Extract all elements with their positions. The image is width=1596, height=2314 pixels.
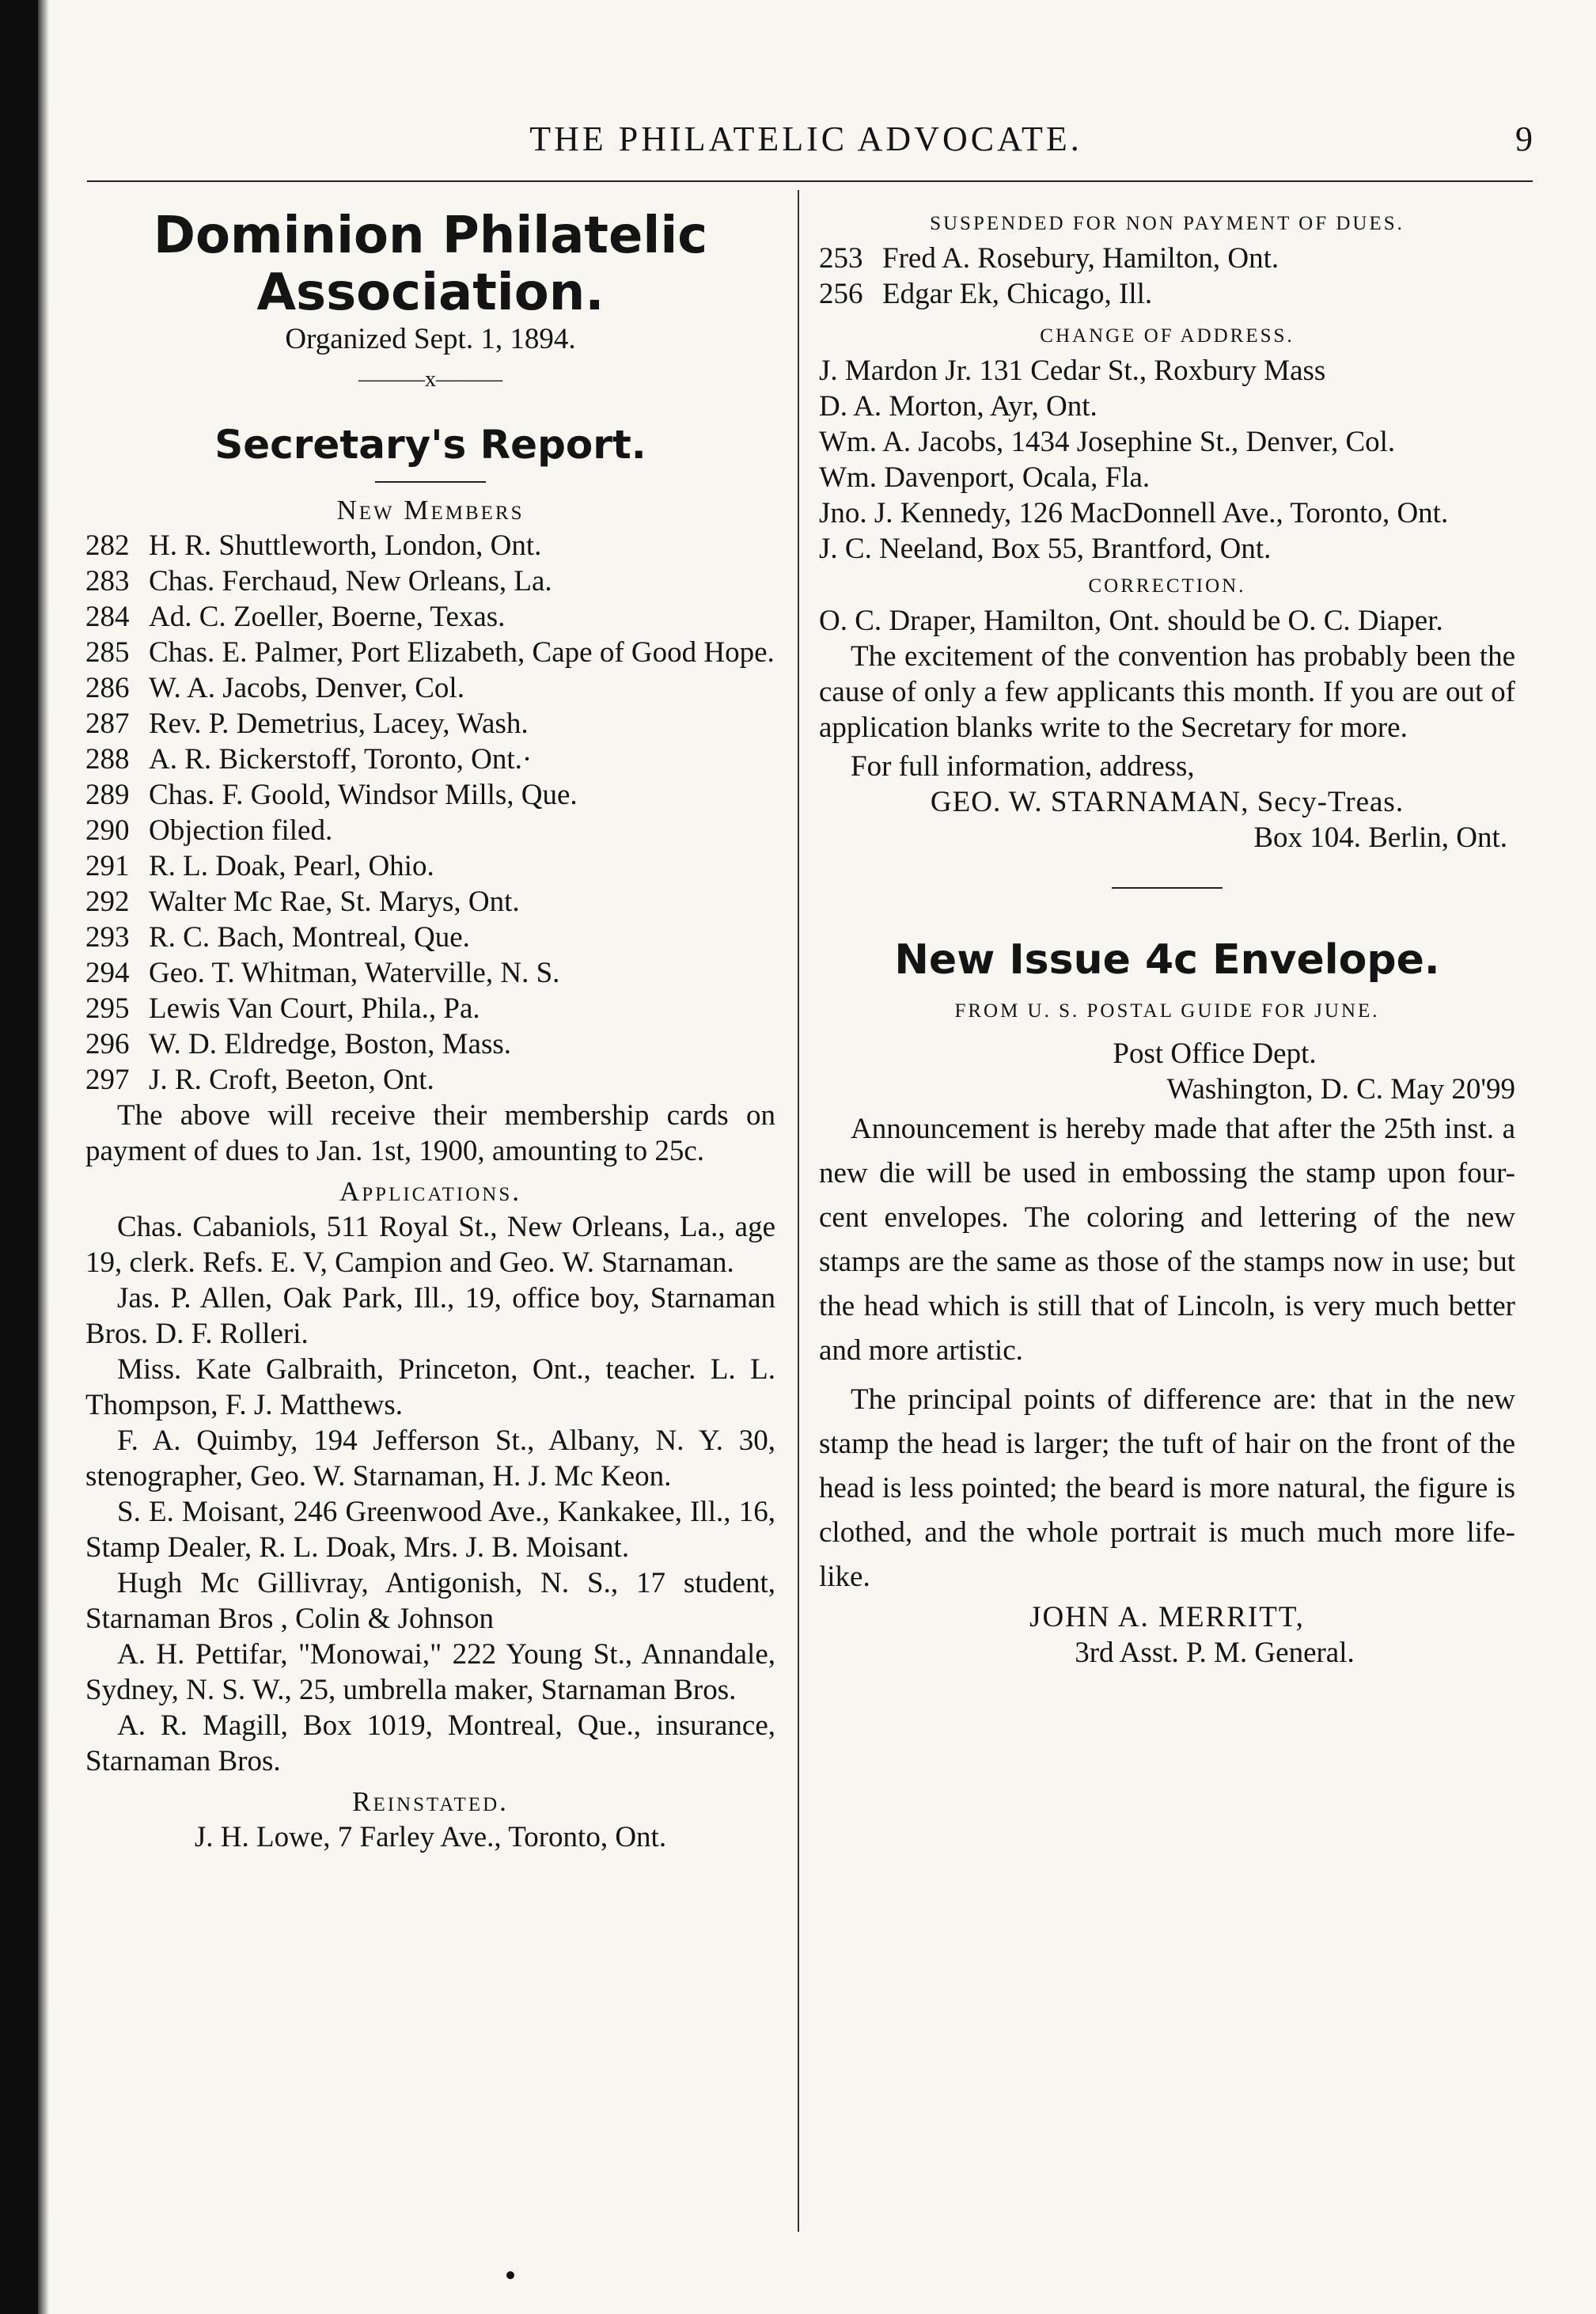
association-title-line1: Dominion Philatelic <box>153 207 708 265</box>
member-number: 296 <box>85 1028 130 1060</box>
member-number: 282 <box>85 529 130 562</box>
applications-heading: Applications. <box>339 1176 521 1207</box>
member-entry: Objection filed. <box>149 814 333 847</box>
member-number: 288 <box>85 743 130 776</box>
reinstated-heading: Reinstated. <box>352 1786 509 1817</box>
address-change-entry: Wm. Davenport, Ocala, Fla. <box>819 461 1151 494</box>
member-entry: Chas. Ferchaud, New Orleans, La. <box>149 565 552 597</box>
list-item <box>819 241 1515 276</box>
application-entry: A. R. Magill, Box 1019, Montreal, Que., insurance, Starnaman Bros. <box>85 1709 775 1777</box>
address-change-entry: D. A. Morton, Ayr, Ont. <box>819 390 1097 423</box>
announcement-paragraph-2: The principal points of difference are: that in the new stamp the head is larger; the tuft of hair on the front of the head is less pointed; the beard is more natural, the figure is clothed, and the whole portrait is much much more life-like. <box>819 1383 1515 1593</box>
list-item <box>85 599 775 635</box>
application-entry: Jas. P. Allen, Oak Park, Ill., 19, office boy, Starnaman Bros. D. F. Rolleri. <box>85 1282 775 1350</box>
correction-entry: O. C. Draper, Hamilton, Ont. should be O. C. Diaper. <box>819 605 1443 637</box>
member-entry: W. D. Eldredge, Boston, Mass. <box>149 1028 512 1060</box>
report-title: Secretary's Report. <box>214 422 646 468</box>
member-number: 256 <box>819 278 863 310</box>
member-entry: A. R. Bickerstoff, Toronto, Ont.· <box>149 743 533 776</box>
member-entry: Rev. P. Demetrius, Lacey, Wash. <box>149 707 529 740</box>
member-number: 285 <box>85 636 130 669</box>
list-item <box>85 920 775 955</box>
postal-guide-source: FROM U. S. POSTAL GUIDE FOR JUNE. <box>954 1000 1380 1022</box>
list-item <box>85 563 775 599</box>
list-item <box>85 1026 775 1062</box>
list-item <box>85 635 775 670</box>
signer-title: 3rd Asst. P. M. General. <box>1075 1637 1355 1669</box>
address-change-entry: J. C. Neeland, Box 55, Brantford, Ont. <box>819 533 1272 565</box>
member-number: 287 <box>85 707 130 740</box>
address-change-entry: Wm. A. Jacobs, 1434 Josephine St., Denver, Col. <box>819 426 1396 458</box>
list-item <box>85 848 775 884</box>
running-title: THE PHILATELIC ADVOCATE. <box>529 119 1082 158</box>
full-information-line: For full information, address, <box>851 750 1195 783</box>
envelope-title: New Issue 4c Envelope. <box>894 936 1440 984</box>
member-entry: R. C. Bach, Montreal, Que. <box>149 921 470 954</box>
member-entry: Chas. E. Palmer, Port Elizabeth, Cape of Good Hope. <box>149 636 775 669</box>
suspended-heading: SUSPENDED FOR NON PAYMENT OF DUES. <box>930 213 1405 234</box>
page-number: 9 <box>1515 119 1533 158</box>
list-item <box>85 1062 775 1098</box>
secretary-signature: GEO. W. STARNAMAN, Secy-Treas. <box>930 786 1405 818</box>
bottom-ink-dot <box>506 2271 514 2279</box>
list-item <box>819 276 1515 312</box>
member-entry: Chas. F. Goold, Windsor Mills, Que. <box>149 779 578 811</box>
announcement-paragraph-1: Announcement is hereby made that after the 25th inst. a new die will be used in embossing the stamp upon four-cent envelopes. The coloring and lettering of the new stamps are the same as those of the stamps now in use; but the head which is still that of Lincoln, is very much better and more artistic. <box>819 1113 1515 1367</box>
signer-name: JOHN A. MERRITT, <box>1029 1601 1305 1633</box>
right-column <box>819 207 1515 1671</box>
members-note: The above will receive their membership cards on payment of dues to Jan. 1st, 1900, amounting to 25c. <box>85 1099 775 1167</box>
applications-list <box>85 1209 775 1779</box>
report-rule <box>375 481 486 483</box>
application-entry: S. E. Moisant, 246 Greenwood Ave., Kankakee, Ill., 16, Stamp Dealer, R. L. Doak, Mrs. J. B. Moisant. <box>85 1496 775 1564</box>
new-members-heading: New Members <box>336 495 525 525</box>
member-number: 294 <box>85 957 130 989</box>
members-list <box>85 528 775 1098</box>
member-number: 289 <box>85 779 130 811</box>
list-item <box>85 528 775 563</box>
correction-heading: CORRECTION. <box>1088 575 1246 597</box>
application-entry: Miss. Kate Galbraith, Princeton, Ont., teacher. L. L. Thompson, F. J. Matthews. <box>85 1353 775 1421</box>
member-number: 286 <box>85 672 130 704</box>
list-item <box>85 884 775 920</box>
section-rule <box>1112 887 1223 889</box>
dateline: Washington, D. C. May 20'99 <box>1166 1073 1515 1106</box>
change-of-address-heading: CHANGE OF ADDRESS. <box>1040 325 1295 347</box>
header-rule <box>87 180 1533 182</box>
list-item <box>85 991 775 1026</box>
list-item <box>85 777 775 813</box>
member-entry: H. R. Shuttleworth, London, Ont. <box>149 529 542 562</box>
suspended-entry: Edgar Ek, Chicago, Ill. <box>882 278 1153 310</box>
member-number: 283 <box>85 565 130 597</box>
member-number: 284 <box>85 601 130 633</box>
member-number: 297 <box>85 1064 130 1096</box>
member-entry: R. L. Doak, Pearl, Ohio. <box>149 850 434 882</box>
address-change-entry: Jno. J. Kennedy, 126 MacDonnell Ave., Toronto, Ont. <box>819 497 1449 529</box>
secretary-address: Box 104. Berlin, Ont. <box>1253 821 1507 854</box>
member-entry: Walter Mc Rae, St. Marys, Ont. <box>149 886 520 918</box>
convention-note: The excitement of the convention has probably been the cause of only a few applicants this month. If you are out of application blanks write to the Secretary for more. <box>819 640 1515 744</box>
application-entry: F. A. Quimby, 194 Jefferson St., Albany, N. Y. 30, stenographer, Geo. W. Starnaman, H. J. Mc Keon. <box>85 1424 775 1493</box>
list-item <box>85 813 775 848</box>
organized-date: Organized Sept. 1, 1894. <box>285 323 576 355</box>
member-number: 292 <box>85 886 130 918</box>
member-number: 293 <box>85 921 130 954</box>
application-entry: A. H. Pettifar, "Monowai," 222 Young St., Annandale, Sydney, N. S. W., 25, umbrella maker, Starnaman Bros. <box>85 1638 775 1706</box>
list-item <box>85 670 775 706</box>
member-number: 295 <box>85 992 130 1025</box>
column-rule <box>798 190 799 2232</box>
application-entry: Hugh Mc Gillivray, Antigonish, N. S., 17 student, Starnaman Bros , Colin & Johnson <box>85 1567 775 1635</box>
member-number: 290 <box>85 814 130 847</box>
left-column <box>85 207 775 1855</box>
member-number: 253 <box>819 242 863 275</box>
member-entry: Lewis Van Court, Phila., Pa. <box>149 992 480 1025</box>
reinstated-entry: J. H. Lowe, 7 Farley Ave., Toronto, Ont. <box>194 1821 667 1853</box>
post-office-line: Post Office Dept. <box>1113 1038 1317 1070</box>
ornament-divider: ———x——— <box>358 367 502 392</box>
association-title-line2: Association. <box>256 264 605 322</box>
application-entry: Chas. Cabaniols, 511 Royal St., New Orleans, La., age 19, clerk. Refs. E. V, Campion and Geo. W. Starnaman. <box>85 1211 775 1279</box>
list-item <box>85 742 775 777</box>
suspended-entry: Fred A. Rosebury, Hamilton, Ont. <box>882 242 1279 275</box>
member-number: 291 <box>85 850 130 882</box>
address-change-entry: J. Mardon Jr. 131 Cedar St., Roxbury Mass <box>819 355 1326 387</box>
list-item <box>85 955 775 991</box>
member-entry: W. A. Jacobs, Denver, Col. <box>149 672 464 704</box>
member-entry: Geo. T. Whitman, Waterville, N. S. <box>149 957 560 989</box>
scan-edge-bar <box>0 0 38 2314</box>
member-entry: J. R. Croft, Beeton, Ont. <box>149 1064 434 1096</box>
list-item <box>85 706 775 742</box>
running-header <box>79 119 1533 174</box>
member-entry: Ad. C. Zoeller, Boerne, Texas. <box>149 601 506 633</box>
